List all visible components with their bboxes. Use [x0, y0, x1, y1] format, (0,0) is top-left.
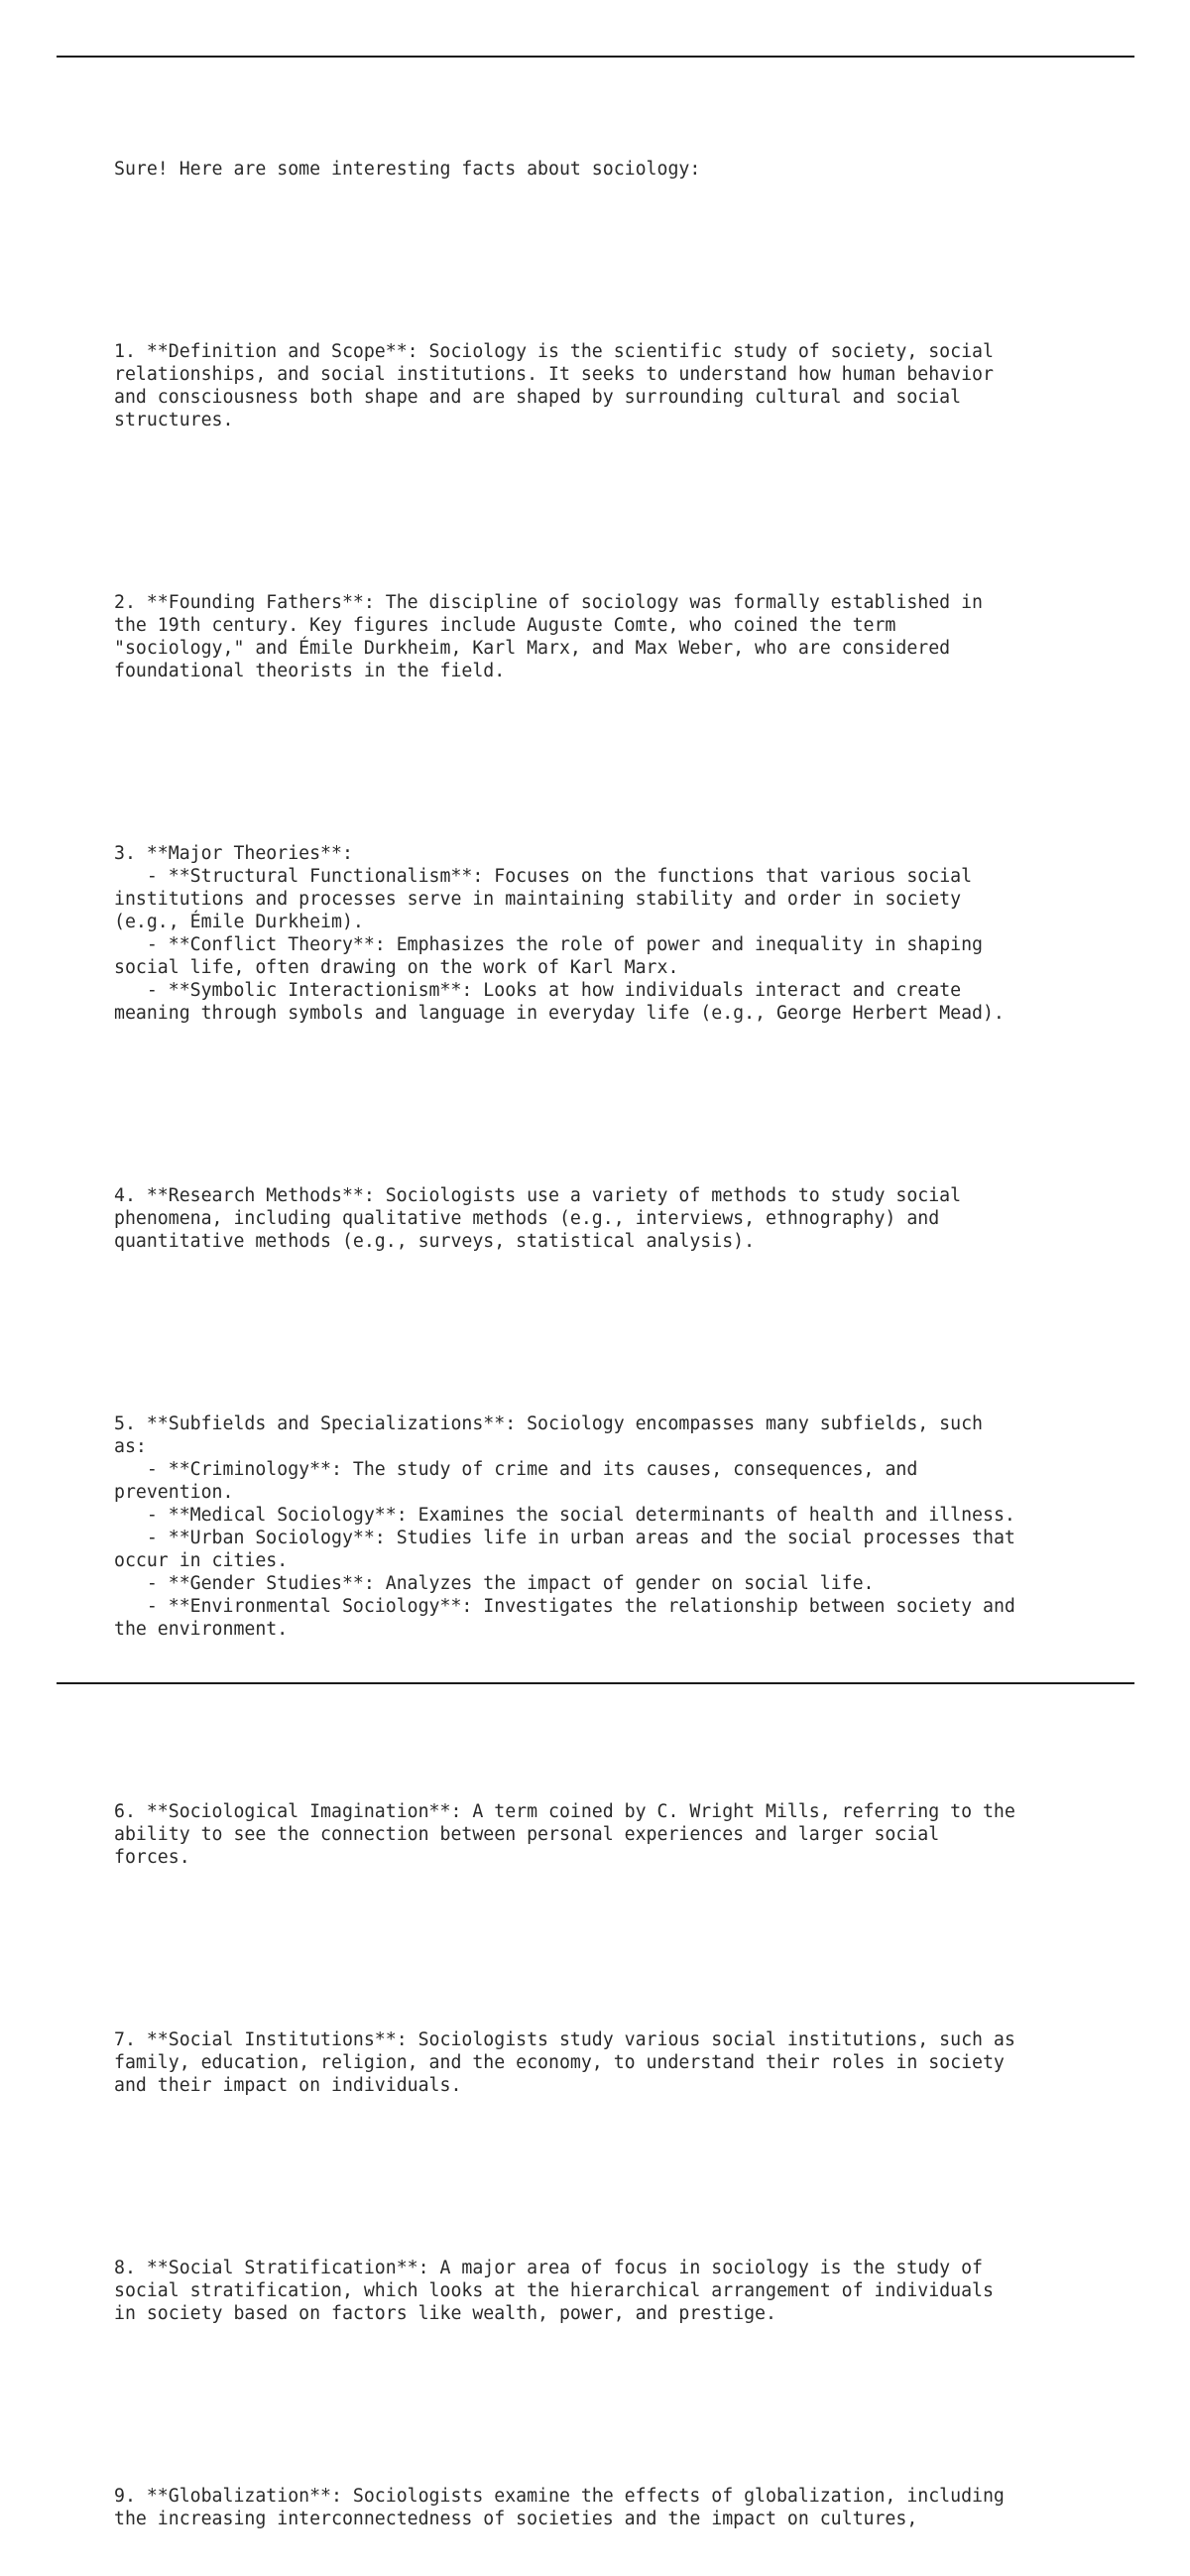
fact-paragraph-4: 4. **Research Methods**: Sociologists use a variety of methods to study social phenomena, including qualitative methods (e.g., interviews, ethnography) and quantitative methods (e.g., surveys, statistical analysis).	[114, 1185, 962, 1252]
intro-paragraph: Sure! Here are some interesting facts about sociology:	[114, 159, 701, 180]
fact-paragraph-9: 9. **Globalization**: Sociologists examine the effects of globalization, including the increasing interconnectedness of societies and the impact on cultures,	[114, 2486, 1005, 2529]
paragraph-gap	[114, 728, 1116, 774]
paragraph-gap	[114, 477, 1116, 523]
fact-paragraph-3: 3. **Major Theories**: - **Structural Functionalism**: Focuses on the functions that various social institutions and processes serve in maintaining stability and order in society (e.g., Émile Durkheim). - **Conflict Theory**: Emphasizes the role of power and inequality in shaping social life, often drawing on the work of Karl Marx. - **Symbolic Interactionism**: Looks at how individuals interact and create meaning through symbols and language in everyday life (e.g., George Herbert Mead).	[114, 843, 1005, 1024]
fact-paragraph-5: 5. **Subfields and Specializations**: Sociology encompasses many subfields, such as: - **Criminology**: The study of crime and its causes, consequences, and prevention. - **Medical Sociology**: Examines the social determinants of health and illness. - **Urban Sociology**: Studies life in urban areas and the social processes that occur in cities. - **Gender Studies**: Analyzes the impact of gender on social life. - **Environmental Sociology**: Investigates the relationship between society and the environment.	[114, 1413, 1015, 1640]
bottom-divider	[57, 1682, 1134, 1684]
document-body	[114, 112, 1116, 2576]
fact-paragraph-2: 2. **Founding Fathers**: The discipline of sociology was formally established in the 19th century. Key figures include Auguste Comte, who coined the term "sociology," and Émile Durkheim, Karl Marx, and Max Weber, who are considered foundational theorists in the field.	[114, 592, 983, 681]
fact-paragraph-6: 6. **Sociological Imagination**: A term coined by C. Wright Mills, referring to the ability to see the connection between personal experiences and larger social forces.	[114, 1801, 1015, 1868]
fact-paragraph-7: 7. **Social Institutions**: Sociologists study various social institutions, such as family, education, religion, and the economy, to understand their roles in society and their impact on individuals.	[114, 2029, 1015, 2096]
paragraph-gap	[114, 1914, 1116, 1960]
fact-paragraph-8: 8. **Social Stratification**: A major area of focus in sociology is the study of social stratification, which looks at the hierarchical arrangement of individuals in society based on factors like wealth, power, and prestige.	[114, 2258, 994, 2324]
top-divider	[57, 56, 1134, 58]
paragraph-gap	[114, 1298, 1116, 1344]
paragraph-gap	[114, 1686, 1116, 1732]
paragraph-gap	[114, 2143, 1116, 2188]
paragraph-gap	[114, 2371, 1116, 2416]
paragraph-gap	[114, 226, 1116, 272]
fact-paragraph-1: 1. **Definition and Scope**: Sociology is the scientific study of society, social relationships, and social institutions. It seeks to understand how human behavior and consciousness both shape and are shaped by surrounding cultural and social structures.	[114, 341, 994, 430]
paragraph-gap	[114, 1070, 1116, 1116]
